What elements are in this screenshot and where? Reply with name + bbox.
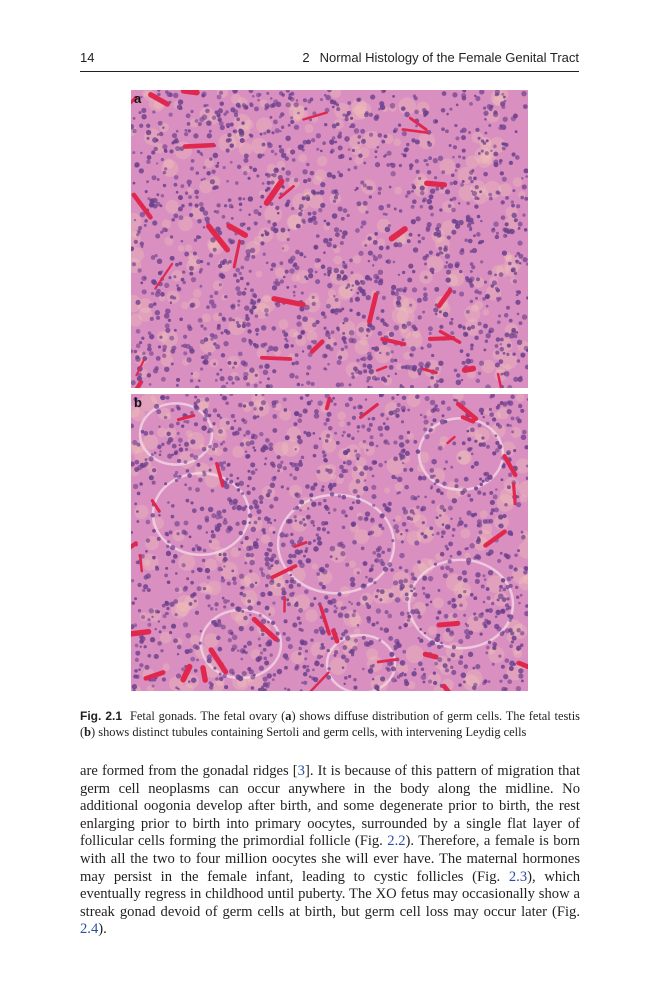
chapter-number: 2 [302,50,310,65]
caption-text: Fetal gonads. The fetal ovary ( [130,709,286,723]
caption-panel-ref-a: a [285,709,292,723]
micrograph-panel-a [131,90,528,388]
chapter-title: Normal Histology of the Female Genital Tract [319,50,579,65]
caption-text: ) shows distinct tubules containing Sertoli and germ cells, with intervening Leydig cells [91,725,527,739]
figure-link-2-4[interactable]: 2.4 [80,921,99,938]
fetal-ovary-micrograph [131,90,528,388]
citation-link-3[interactable]: 3 [297,763,305,779]
body-text: are formed from the gonadal ridges [ [80,763,298,779]
body-paragraph [80,763,580,939]
body-text: ). [98,921,107,938]
chapter-running-head [302,50,579,65]
page-number: 14 [80,50,95,65]
figure-link-2-2[interactable]: 2.2 [387,833,406,850]
figure-label: Fig. 2.1 [80,709,123,723]
caption-panel-ref-b: b [84,725,92,739]
header-rule [80,71,579,72]
figure-link-2-3[interactable]: 2.3 [508,868,528,885]
panel-label-a: a [134,91,142,106]
running-header [80,50,579,70]
fetal-testis-micrograph [131,394,528,691]
micrograph-panel-b [131,394,528,691]
body-text: ), which eventually regress in childhood until puberty. The XO fetus may occasionally show a streak gonad devoid of germ cells at birth, but germ cell loss may occur later (Fig. [80,868,581,920]
body-text: ]. It is because of this pattern of migration that germ cell neoplasms can occur anywhere in the body along the midline. No additional oogonia develop after birth, and some degenerate prior to birth, the rest enlarging prior to birth into primary oocytes, surrounded by a single flat layer of follicular cells forming the primordial follicle (Fig. [80,763,580,850]
body-text: ). Therefore, a female is born with all the two to four million oocytes she will ever have. The maternal hormones may persist in the female infant, leading to cystic follicles (Fig. [80,833,580,885]
figure-caption [80,708,580,740]
panel-label-b: b [134,395,142,410]
caption-text: ) shows diffuse distribution of germ cells. The fetal testis ( [80,709,581,739]
